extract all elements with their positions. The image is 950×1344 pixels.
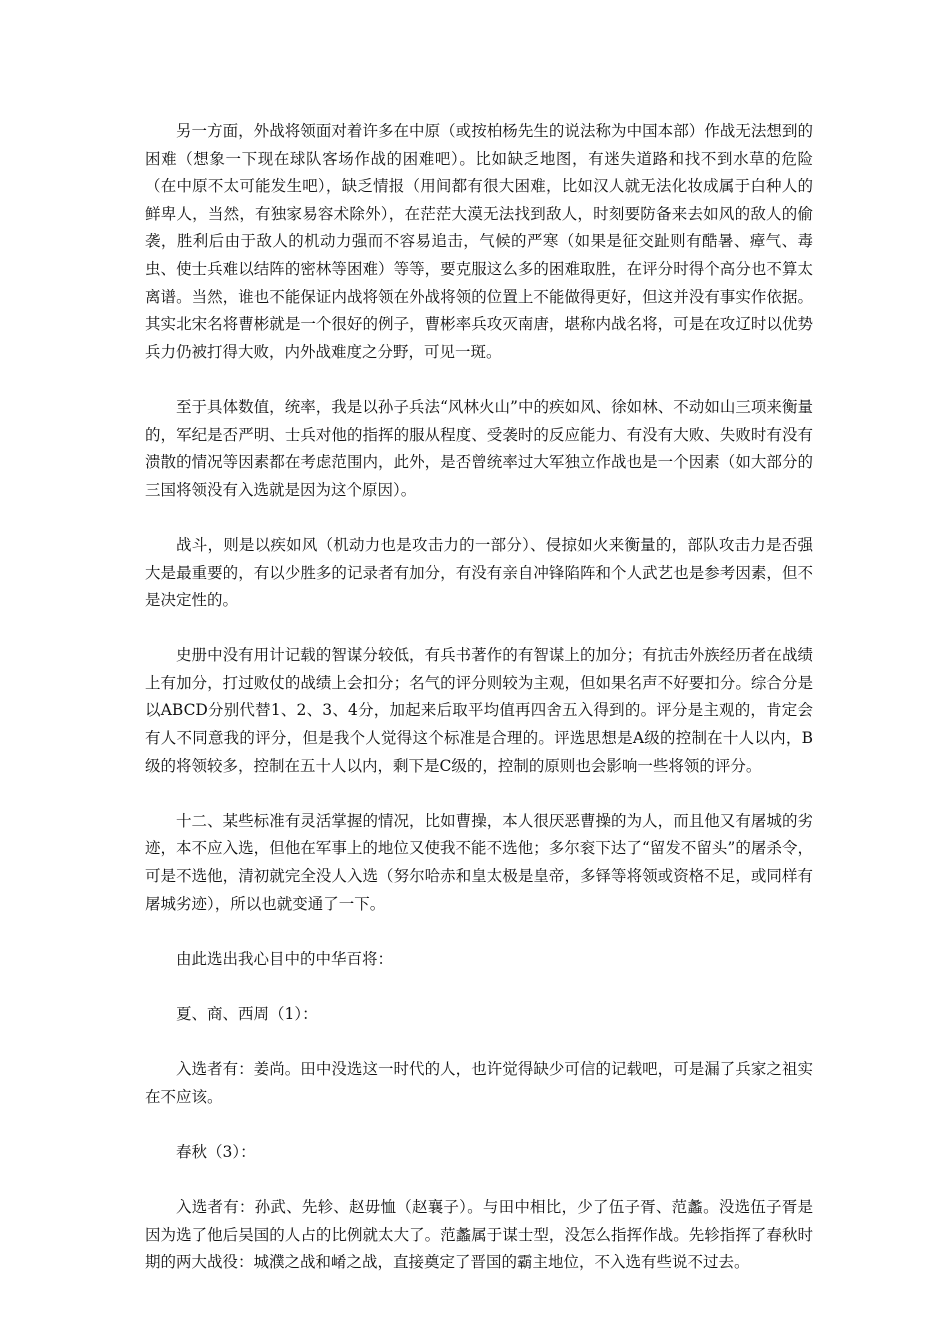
- document-body: [145, 118, 813, 1305]
- paragraph-command-criteria: 至于具体数值，统率，我是以孙子兵法“风林火山”中的疾如风、徐如林、不动如山三项来衡量的，军纪是否严明、士兵对他的指挥的服从程度、受袭时的反应能力、有没有大败、失败时有没有溃散的情况等因素都在考虑范围内，此外，是否曾统率过大军独立作战也是一个因素（如大部分的三国将领没有入选就是因为这个原因）。: [145, 397, 813, 499]
- paragraph-flexible-standards: 十二、某些标准有灵活掌握的情况，比如曹操，本人很厌恶曹操的为人，而且他又有屠城的劣迹，本不应入选，但他在军事上的地位又使我不能不选他；多尔衮下达了“留发不留头”的屠杀令，可是不选他，清初就完全没人入选（努尔哈赤和皇太极是皇帝，多铎等将领或资格不足，或同样有屠城劣迹），所以也就变通了一下。: [145, 811, 813, 913]
- paragraph-scoring-method: 史册中没有用计记载的智谋分较低，有兵书著作的有智谋上的加分；有抗击外族经历者在战绩上有加分，打过败仗的战绩上会扣分；名气的评分则较为主观，但如果名声不好要扣分。综合分是以ABCD分别代替1、2、3、4分，加起来后取平均值再四舍五入得到的。评分是主观的，肯定会有人不同意我的评分，但是我个人觉得这个标准是合理的。评选思想是A级的控制在十人以内，B级的将领较多，控制在五十人以内，剩下是C级的，控制的原则也会影响一些将领的评分。: [145, 646, 813, 775]
- paragraph-spring-autumn-selection: 入选者有：孙武、先轸、赵毋恤（赵襄子）。与田中相比，少了伍子胥、范蠡。没选伍子胥是因为选了他后吴国的人占的比例就太大了。范蠡属于谋士型，没怎么指挥作战。先轸指挥了春秋时期的两大战役：城濮之战和崤之战，直接奠定了晋国的霸主地位，不入选有些说不过去。: [145, 1198, 813, 1272]
- section-heading-spring-autumn: 春秋（3）：: [176, 1142, 256, 1161]
- section-heading-xia-shang-zhou: 夏、商、西周（1）：: [176, 1005, 318, 1023]
- paragraph-selection-intro: 由此选出我心目中的中华百将：: [176, 949, 394, 968]
- paragraph-foreign-war-difficulty: 另一方面，外战将领面对着许多在中原（或按柏杨先生的说法称为中国本部）作战无法想到的困难（想象一下现在球队客场作战的困难吧）。比如缺乏地图，有迷失道路和找不到水草的危险（在中原不太可能发生吧），缺乏情报（用间都有很大困难，比如汉人就无法化妆成属于白种人的鲜卑人，当然，有独家易容术除外），在茫茫大漠无法找到敌人，时刻要防备来去如风的敌人的偷袭，胜利后由于敌人的机动力强而不容易追击，气候的严寒（如果是征交趾则有酷暑、瘴气、毒虫、使士兵难以结阵的密林等困难）等等，要克服这么多的困难取胜，在评分时得个高分也不算太离谱。当然，谁也不能保证内战将领在外战将领的位置上不能做得更好，但这并没有事实作依据。其实北宋名将曹彬就是一个很好的例子，曹彬率兵攻灭南唐，堪称内战名将，可是在攻辽时以优势兵力仍被打得大败，内外战难度之分野，可见一斑。: [145, 122, 813, 361]
- paragraph-xia-shang-zhou-selection: 入选者有：姜尚。田中没选这一时代的人，也许觉得缺少可信的记载吧，可是漏了兵家之祖实在不应该。: [145, 1060, 813, 1106]
- paragraph-combat-criteria: 战斗，则是以疾如风（机动力也是攻击力的一部分）、侵掠如火来衡量的，部队攻击力是否强大是最重要的，有以少胜多的记录者有加分，有没有亲自冲锋陷阵和个人武艺也是参考因素，但不是决定性的。: [145, 535, 813, 610]
